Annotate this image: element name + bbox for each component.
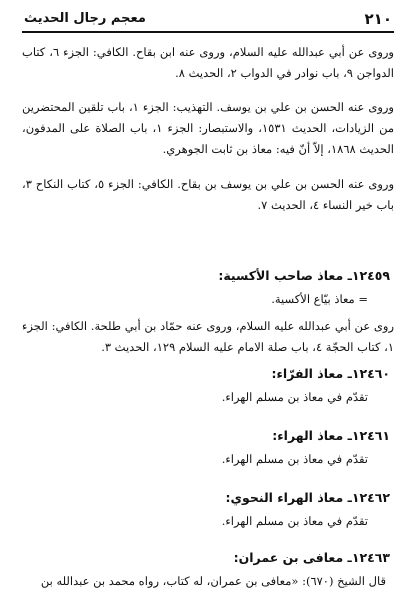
entry-heading-12460: ١٢٤٦٠ـ معاذ الفرّاء: (271, 366, 390, 381)
entry-heading-12463: ١٢٤٦٣ـ معافى بن عمران: (233, 550, 390, 565)
entry-text-12461: تقدّم في معاذ بن مسلم الهراء. (221, 452, 368, 466)
entry-heading-12461: ١٢٤٦١ـ معاذ الهراء: (272, 428, 390, 443)
page-number: ٢١٠ (364, 10, 392, 28)
page-header (22, 10, 394, 32)
running-title: معجم رجال الحديث (24, 11, 146, 26)
paragraph-1: وروى عن أبي عبدالله عليه السلام، وروى عنه ابن بقاح. الكافي: الجزء ٦، كتاب الدواجن ٩، باب نوادر في الدواب ٢، الحديث ٨. (22, 45, 394, 80)
paragraph-3: وروى عنه الحسن بن علي بن يوسف بن بقاح. الكافي: الجزء ٥، كتاب النكاح ٣، باب خير النساء ٤، الحديث ٧. (22, 177, 394, 212)
entry-heading-12462: ١٢٤٦٢ـ معاذ الهراء النحوي: (225, 490, 390, 505)
entry-heading-12459: ١٢٤٥٩ـ معاذ صاحب الأكسية: (218, 268, 390, 283)
entry-text-12463: قال الشيخ (٦٧٠): «معافى بن عمران، له كتاب، رواه محمد بن عبدالله بن (40, 574, 386, 588)
entry-equals-12459: = معاذ بيّاع الأكسية. (271, 292, 368, 306)
entry-text-12459: روى عن أبي عبدالله عليه السلام، وروى عنه حمّاد بن أبي طلحة. الكافي: الجزء ١، كتاب الحجّة ٤، باب صلة الامام عليه السلام ١٢٩، الحديث ٣. (22, 319, 394, 354)
entry-text-12462: تقدّم في معاذ بن مسلم الهراء. (221, 514, 368, 528)
header-rule (22, 31, 394, 33)
entry-text-12460: تقدّم في معاذ بن مسلم الهراء. (221, 390, 368, 404)
paragraph-2: وروى عنه الحسن بن علي بن يوسف. التهذيب: الجزء ١، باب تلقين المحتضرين من الزيادات، الحديث ١٥٣١، والاستبصار: الجزء ١، باب الصلاة على المدفون، الحديث ١٨٦٨، إلاّ أنّ فيه: معاذ بن ثابت الجوهري. (22, 100, 395, 156)
